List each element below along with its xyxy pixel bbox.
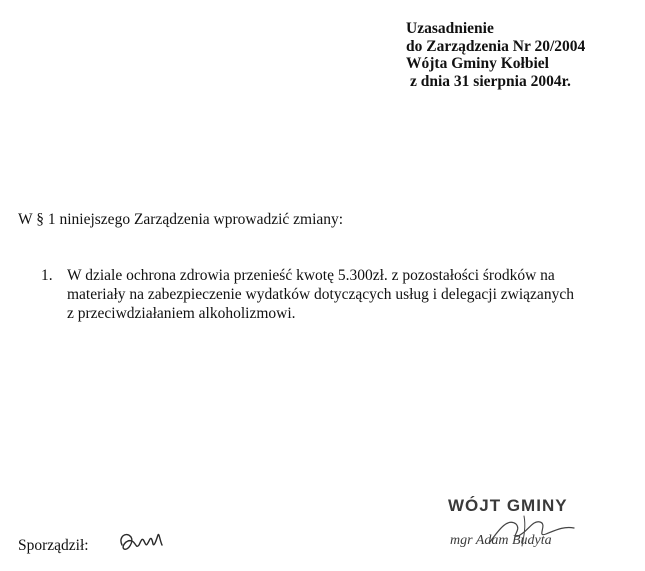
list-item-line: W dziale ochrona zdrowia przenieść kwotę 5.300zł. z pozostałości środków na (67, 267, 555, 284)
official-stamp (420, 490, 620, 560)
list-item-text (67, 266, 631, 323)
header-ordinance-number: do Zarządzenia Nr 20/2004 (406, 37, 586, 55)
header-date: z dnia 31 sierpnia 2004r. (410, 72, 571, 90)
mayor-signature (480, 508, 580, 550)
list-item-line: z przeciwdziałaniem alkoholizmowi. (67, 305, 296, 322)
header-title: Uzasadnienie (406, 20, 494, 37)
list-item (41, 266, 631, 323)
preparer-signature (116, 527, 172, 557)
document-header (406, 20, 585, 90)
changes-list (41, 266, 631, 323)
header-issuer: Wójta Gminy Kołbiel (406, 55, 549, 72)
intro-text: W § 1 niniejszego Zarządzenia wprowadzić zmiany: (18, 211, 344, 228)
prepared-by-label: Sporządził: (18, 537, 89, 554)
list-item-line: materiały na zabezpieczenie wydatków dotyczących usług i delegacji związanych (67, 286, 574, 303)
stamp-title: WÓJT GMINY (448, 496, 568, 515)
list-item-number: 1. (41, 267, 53, 284)
stamp-name: mgr Adam Budyta (450, 533, 552, 548)
